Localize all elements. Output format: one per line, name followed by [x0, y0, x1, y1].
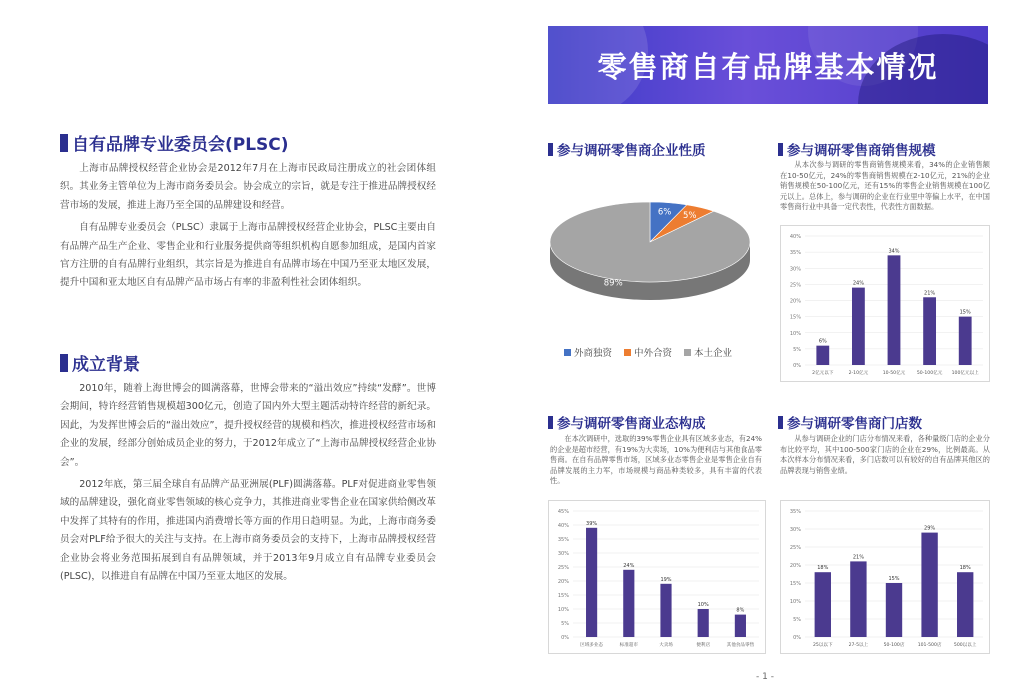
y-tick-label: 25%: [789, 545, 801, 551]
bar-data-label: 29%: [924, 525, 936, 532]
bar-data-label: 10%: [697, 602, 709, 608]
pie-data-label: 5%: [682, 211, 697, 222]
x-tick-label: 标准超市: [619, 643, 638, 648]
bar: [586, 528, 597, 637]
legend-swatch: [564, 349, 571, 356]
y-tick-label: 0%: [561, 635, 569, 641]
bar: [660, 584, 671, 637]
legend-label: 本土企业: [694, 348, 733, 359]
y-tick-label: 25%: [557, 565, 569, 571]
x-tick-label: 区域多业态: [580, 643, 604, 648]
x-tick-label: 10-50亿元: [882, 371, 906, 376]
section-heading-formats: [548, 412, 706, 432]
bar-data-label: 6%: [818, 338, 827, 345]
bar-data-label: 21%: [852, 554, 864, 561]
section-heading-background: [60, 350, 140, 375]
paragraph: 2012年底，第三届全球自有品牌产品亚洲展(PLF)圆满落幕。PLF对促进商业零售领域的品牌建设，强化商业零售领域的核心竞争力，其推进商业零售企业在国家供给侧改革中发挥了其特有的作用，推进国内消费增长等方面的作用日趋明显。为此，上海市商务委员会对PLF给予很大的关注与支持。在上海市商务委员会的支持下，上海市品牌授权经营企业协会将业务范围拓展到自有品牌领域，并于2013年9月成立自有品牌专业委员会(PLSC)，以推进自有品牌在中国乃至亚太地区的发展。: [60, 479, 436, 583]
y-tick-label: 5%: [793, 617, 801, 623]
y-tick-label: 15%: [557, 593, 569, 599]
page-title: 零售商自有品牌基本情况: [597, 49, 939, 84]
bar: [923, 297, 936, 365]
bar: [623, 570, 634, 637]
bar-data-label: 39%: [586, 520, 598, 527]
bar: [852, 288, 865, 365]
y-tick-label: 30%: [789, 527, 801, 533]
x-tick-label: 101-500店: [917, 643, 942, 648]
stores-description: 从参与调研企业的门店分布情况来看，各种量级门店的企业分布比较平均，其中100-500家门店的企业在29%，比例最高。从本次样本分布情况来看，多门店数可以有较好的自有品牌其他区的品牌表现与销售业绩。: [780, 434, 990, 475]
heading-text: 成立背景: [72, 355, 140, 375]
heading-marker: [548, 416, 553, 429]
formats-bar-chart: [549, 501, 765, 653]
formats-chart-frame: [548, 500, 766, 654]
section-heading-nature: [548, 139, 706, 159]
legend-item: [624, 345, 672, 359]
x-tick-label: 100亿元以上: [951, 371, 979, 376]
formats-description: 在本次调研中，选取的39%零售企业具有区域多业态，有24%的企业是超市经营，有19%为大卖场，10%为便利店与其他食品零售商。在自有品牌零售市场，区域多业态零售企业是零售企业自有品牌发展的主力军，市场规模与商品种类较多，具有丰富的代表性。: [550, 434, 762, 486]
heading-text: 自有品牌专业委员会(PLSC): [72, 135, 289, 155]
y-tick-label: 0%: [793, 363, 801, 369]
y-tick-label: 40%: [557, 523, 569, 529]
bar-data-label: 34%: [888, 248, 900, 255]
bar: [816, 346, 829, 365]
bar: [850, 561, 866, 637]
bar-data-label: 18%: [817, 565, 829, 572]
section-heading-plsc: [60, 130, 289, 155]
bar: [921, 533, 937, 637]
legend-item: [684, 345, 732, 359]
bar: [959, 317, 972, 365]
x-tick-label: 2亿元以下: [812, 371, 834, 376]
y-tick-label: 30%: [789, 266, 801, 273]
legend-item: [564, 345, 612, 359]
stores-bar-chart: [781, 501, 989, 653]
bar-data-label: 15%: [888, 576, 900, 582]
bar: [698, 609, 709, 637]
y-tick-label: 20%: [789, 563, 801, 569]
x-tick-label: 50-100店: [883, 643, 905, 648]
paragraph: 上海市品牌授权经营企业协会是2012年7月在上海市民政局注册成立的社会团体组织。其业务主管单位为上海市商务委员会。协会成立的宗旨，就是专注于推进品牌授权经营市场的发展，推进上海乃至全国的品牌建设和经营。: [60, 163, 436, 211]
y-tick-label: 5%: [793, 346, 801, 353]
x-tick-label: 500以以上: [953, 643, 977, 648]
bar-data-label: 18%: [959, 565, 971, 572]
y-tick-label: 30%: [557, 551, 569, 557]
bar: [888, 255, 901, 365]
sales-bar-chart: [781, 226, 989, 381]
bar: [735, 615, 746, 637]
y-tick-label: 35%: [789, 250, 801, 257]
y-tick-label: 45%: [557, 509, 569, 515]
y-tick-label: 20%: [789, 298, 801, 305]
y-tick-label: 15%: [789, 314, 801, 321]
x-tick-label: 大卖场: [659, 643, 673, 648]
sales-chart-frame: [780, 225, 990, 382]
background-text-block: [60, 380, 436, 586]
x-tick-label: 50-100亿元: [916, 371, 943, 376]
bar-data-label: 24%: [852, 280, 864, 287]
pie-data-label: 6%: [657, 207, 672, 218]
paragraph: 自有品牌专业委员会（PLSC）隶属于上海市品牌授权经营企业协会，PLSC主要由自有品牌产品生产企业、零售企业和行业服务提供商等组织机构自愿参加组成，是国内首家官方注册的自有品牌行业组织，其宗旨是为推进自有品牌市场在中国乃至亚太地区发展，提升中国和亚太地区自有品牌产品市场占有率的非盈利性社会团体组织。: [60, 222, 436, 289]
x-tick-label: 2-10亿元: [848, 371, 869, 376]
y-tick-label: 0%: [793, 635, 801, 641]
x-tick-label: 25以以下: [812, 643, 833, 648]
legend-label: 外商独资: [574, 348, 613, 359]
heading-marker: [778, 416, 783, 429]
y-tick-label: 10%: [557, 607, 569, 613]
paragraph: 2010年，随着上海世博会的圆满落幕，世博会带来的“溢出效应”持续“发酵”。世博会期间，特许经营销售规模超300亿元，创造了国内外大型主题活动特许经营的新纪录。因此，为发挥世博会后的“溢出效应”，提升授权经营的规模和档次，推进授权经营市场和企业的发展，经部分创始成员企业的努力，于2012年成立了“上海市品牌授权经营企业协会”。: [60, 383, 436, 468]
heading-marker: [548, 143, 553, 156]
heading-text: 参与调研零售商销售规模: [787, 143, 936, 159]
y-tick-label: 10%: [789, 599, 801, 605]
x-tick-label: 其他食品零售: [726, 643, 755, 648]
heading-text: 参与调研零售商企业性质: [557, 143, 706, 159]
heading-text: 参与调研零售商门店数: [787, 416, 922, 432]
heading-text: 参与调研零售商业态构成: [557, 416, 706, 432]
heading-marker: [60, 134, 68, 152]
bar: [886, 583, 902, 637]
bar-data-label: 19%: [660, 576, 672, 583]
pie-legend: [564, 345, 732, 359]
y-tick-label: 25%: [789, 282, 801, 289]
nature-pie-chart: [540, 190, 760, 330]
y-tick-label: 35%: [557, 537, 569, 543]
y-tick-label: 35%: [789, 509, 801, 515]
x-tick-label: 27-5以上: [848, 643, 869, 648]
legend-swatch: [684, 349, 691, 356]
sales-description: 从本次参与调研的零售商销售规模来看，34%的企业销售额在10-50亿元，24%的零售商销售规模在2-10亿元，21%的企业销售规模在50-100亿元，还有15%的零售企业销售规模在100亿元以上。总体上，参与调研的企业在行业里中等偏上水平，在中国零售商行业中具备一定代表性，代表性方面数据。: [780, 160, 990, 212]
bar-data-label: 24%: [623, 562, 635, 569]
page-number: - 1 -: [756, 672, 774, 682]
pie-slice: [550, 202, 750, 282]
y-tick-label: 10%: [789, 330, 801, 337]
bar: [815, 572, 831, 637]
bar-data-label: 8%: [736, 607, 745, 614]
y-tick-label: 15%: [789, 581, 801, 587]
section-heading-sales: [778, 139, 936, 159]
stores-chart-frame: [780, 500, 990, 654]
heading-marker: [60, 354, 68, 372]
y-tick-label: 5%: [561, 621, 569, 627]
section-heading-stores: [778, 412, 922, 432]
bar-data-label: 15%: [959, 309, 971, 316]
bar: [957, 572, 973, 637]
title-banner: [548, 26, 988, 104]
legend-label: 中外合资: [634, 348, 673, 359]
legend-swatch: [624, 349, 631, 356]
pie-data-label: 89%: [603, 278, 623, 289]
y-tick-label: 40%: [789, 234, 801, 240]
heading-marker: [778, 143, 783, 156]
plsc-text-block: [60, 160, 436, 293]
y-tick-label: 20%: [557, 579, 569, 585]
bar-data-label: 21%: [924, 290, 936, 297]
x-tick-label: 便利店: [696, 643, 711, 648]
